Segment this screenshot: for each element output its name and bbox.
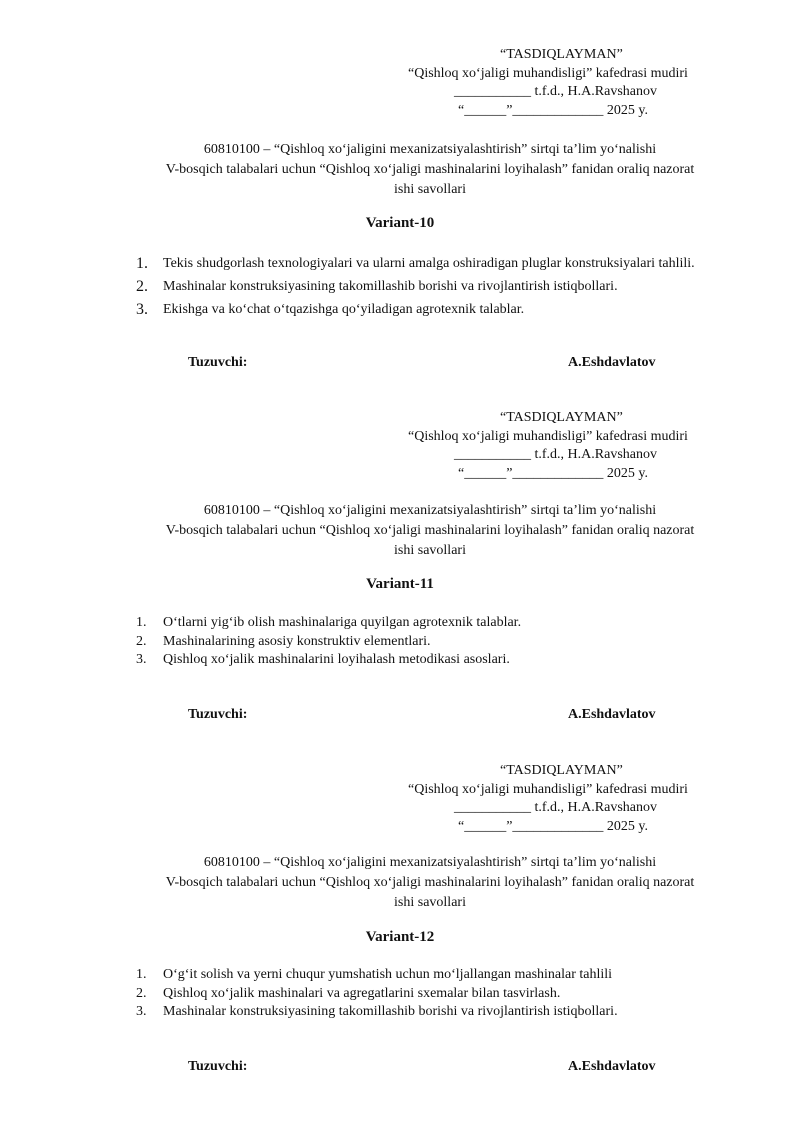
approval-title: “TASDIQLAYMAN” [500, 410, 623, 425]
question-text: O‘tlarni yig‘ib olish mashinalariga quyilgan agrotexnik talablar. [163, 615, 522, 630]
list-item [136, 633, 746, 652]
question-number: 1. [136, 967, 147, 982]
author-label: Tuzuvchi: [188, 355, 248, 370]
approval-block [380, 409, 760, 483]
question-number: 2. [136, 278, 148, 295]
approval-title: “TASDIQLAYMAN” [500, 47, 623, 62]
list-item [136, 255, 746, 273]
approval-department: “Qishloq xo‘jaligi muhandisligi” kafedrasi mudiri [408, 65, 688, 81]
heading-line-1: 60810100 – “Qishloq xo‘jaligini mexanizatsiyalashtirish” sirtqi ta’lim yo‘nalishi [203, 142, 657, 157]
heading-line-1: 60810100 – “Qishloq xo‘jaligini mexanizatsiyalashtirish” sirtqi ta’lim yo‘nalishi [203, 855, 657, 870]
approval-signature-line: ___________ t.f.d., H.A.Ravshanov [454, 447, 657, 462]
variant-title: Variant-12 [365, 929, 435, 945]
question-text: Tekis shudgorlash texnologiyalari va ularni amalga oshiradigan pluglar konstruksiyalari tahlili. [163, 256, 695, 271]
document-heading [110, 140, 750, 200]
author-label: Tuzuvchi: [188, 1059, 248, 1074]
question-list [136, 255, 746, 324]
question-number: 3. [136, 1004, 147, 1019]
heading-line-2: V-bosqich talabalari uchun “Qishloq xo‘jaligi mashinalarini loyihalash” fanidan oraliq nazorat [165, 162, 695, 177]
approval-block [380, 46, 760, 120]
question-number: 3. [136, 652, 147, 667]
author-name: A.Eshdavlatov [568, 355, 656, 370]
question-text: Qishloq xo‘jalik mashinalari va agregatlarini sxemalar bilan tasvirlash. [163, 985, 561, 1001]
question-number: 3. [136, 301, 148, 318]
list-item [136, 966, 746, 985]
heading-line-3: ishi savollari [394, 182, 466, 197]
question-number: 1. [136, 615, 147, 630]
question-text: O‘g‘it solish va yerni chuqur yumshatish uchun mo‘ljallangan mashinalar tahlili [163, 967, 613, 982]
approval-department: “Qishloq xo‘jaligi muhandisligi” kafedrasi mudiri [408, 781, 688, 797]
variant-title: Variant-10 [365, 215, 435, 231]
approval-signature-line: ___________ t.f.d., H.A.Ravshanov [454, 84, 657, 99]
approval-block [380, 762, 760, 836]
list-item [136, 651, 746, 670]
list-item [136, 985, 746, 1004]
approval-department: “Qishloq xo‘jaligi muhandisligi” kafedrasi mudiri [408, 428, 688, 444]
variant-title: Variant-11 [366, 576, 434, 592]
approval-date-line: “______”_____________ 2025 y. [458, 102, 649, 118]
author-label: Tuzuvchi: [188, 707, 248, 722]
approval-title: “TASDIQLAYMAN” [500, 763, 623, 778]
heading-line-2: V-bosqich talabalari uchun “Qishloq xo‘jaligi mashinalarini loyihalash” fanidan oraliq nazorat [165, 523, 695, 538]
author-name: A.Eshdavlatov [568, 1059, 656, 1074]
question-number: 2. [136, 633, 147, 649]
document-heading [110, 501, 750, 561]
question-number: 1. [136, 255, 148, 272]
author-name: A.Eshdavlatov [568, 707, 656, 722]
list-item [136, 614, 746, 633]
question-list [136, 966, 746, 1022]
heading-line-3: ishi savollari [394, 895, 466, 910]
question-text: Mashinalar konstruksiyasining takomillashib borishi va rivojlantirish istiqbollari. [163, 279, 618, 294]
question-text: Mashinalar konstruksiyasining takomillashib borishi va rivojlantirish istiqbollari. [163, 1004, 618, 1019]
list-item [136, 301, 746, 319]
approval-signature-line: ___________ t.f.d., H.A.Ravshanov [454, 800, 657, 815]
question-text: Mashinalarining asosiy konstruktiv elementlari. [163, 633, 431, 649]
question-list [136, 614, 746, 670]
heading-line-2: V-bosqich talabalari uchun “Qishloq xo‘jaligi mashinalarini loyihalash” fanidan oraliq nazorat [165, 875, 695, 890]
approval-date-line: “______”_____________ 2025 y. [458, 465, 649, 481]
approval-date-line: “______”_____________ 2025 y. [458, 818, 649, 834]
question-text: Ekishga va ko‘chat o‘tqazishga qo‘yiladigan agrotexnik talablar. [163, 302, 525, 317]
question-number: 2. [136, 985, 147, 1001]
heading-line-1: 60810100 – “Qishloq xo‘jaligini mexanizatsiyalashtirish” sirtqi ta’lim yo‘nalishi [203, 503, 657, 518]
document-heading [110, 853, 750, 913]
question-text: Qishloq xo‘jalik mashinalarini loyihalash metodikasi asoslari. [163, 652, 510, 667]
list-item [136, 278, 746, 296]
list-item [136, 1003, 746, 1022]
heading-line-3: ishi savollari [394, 543, 466, 558]
